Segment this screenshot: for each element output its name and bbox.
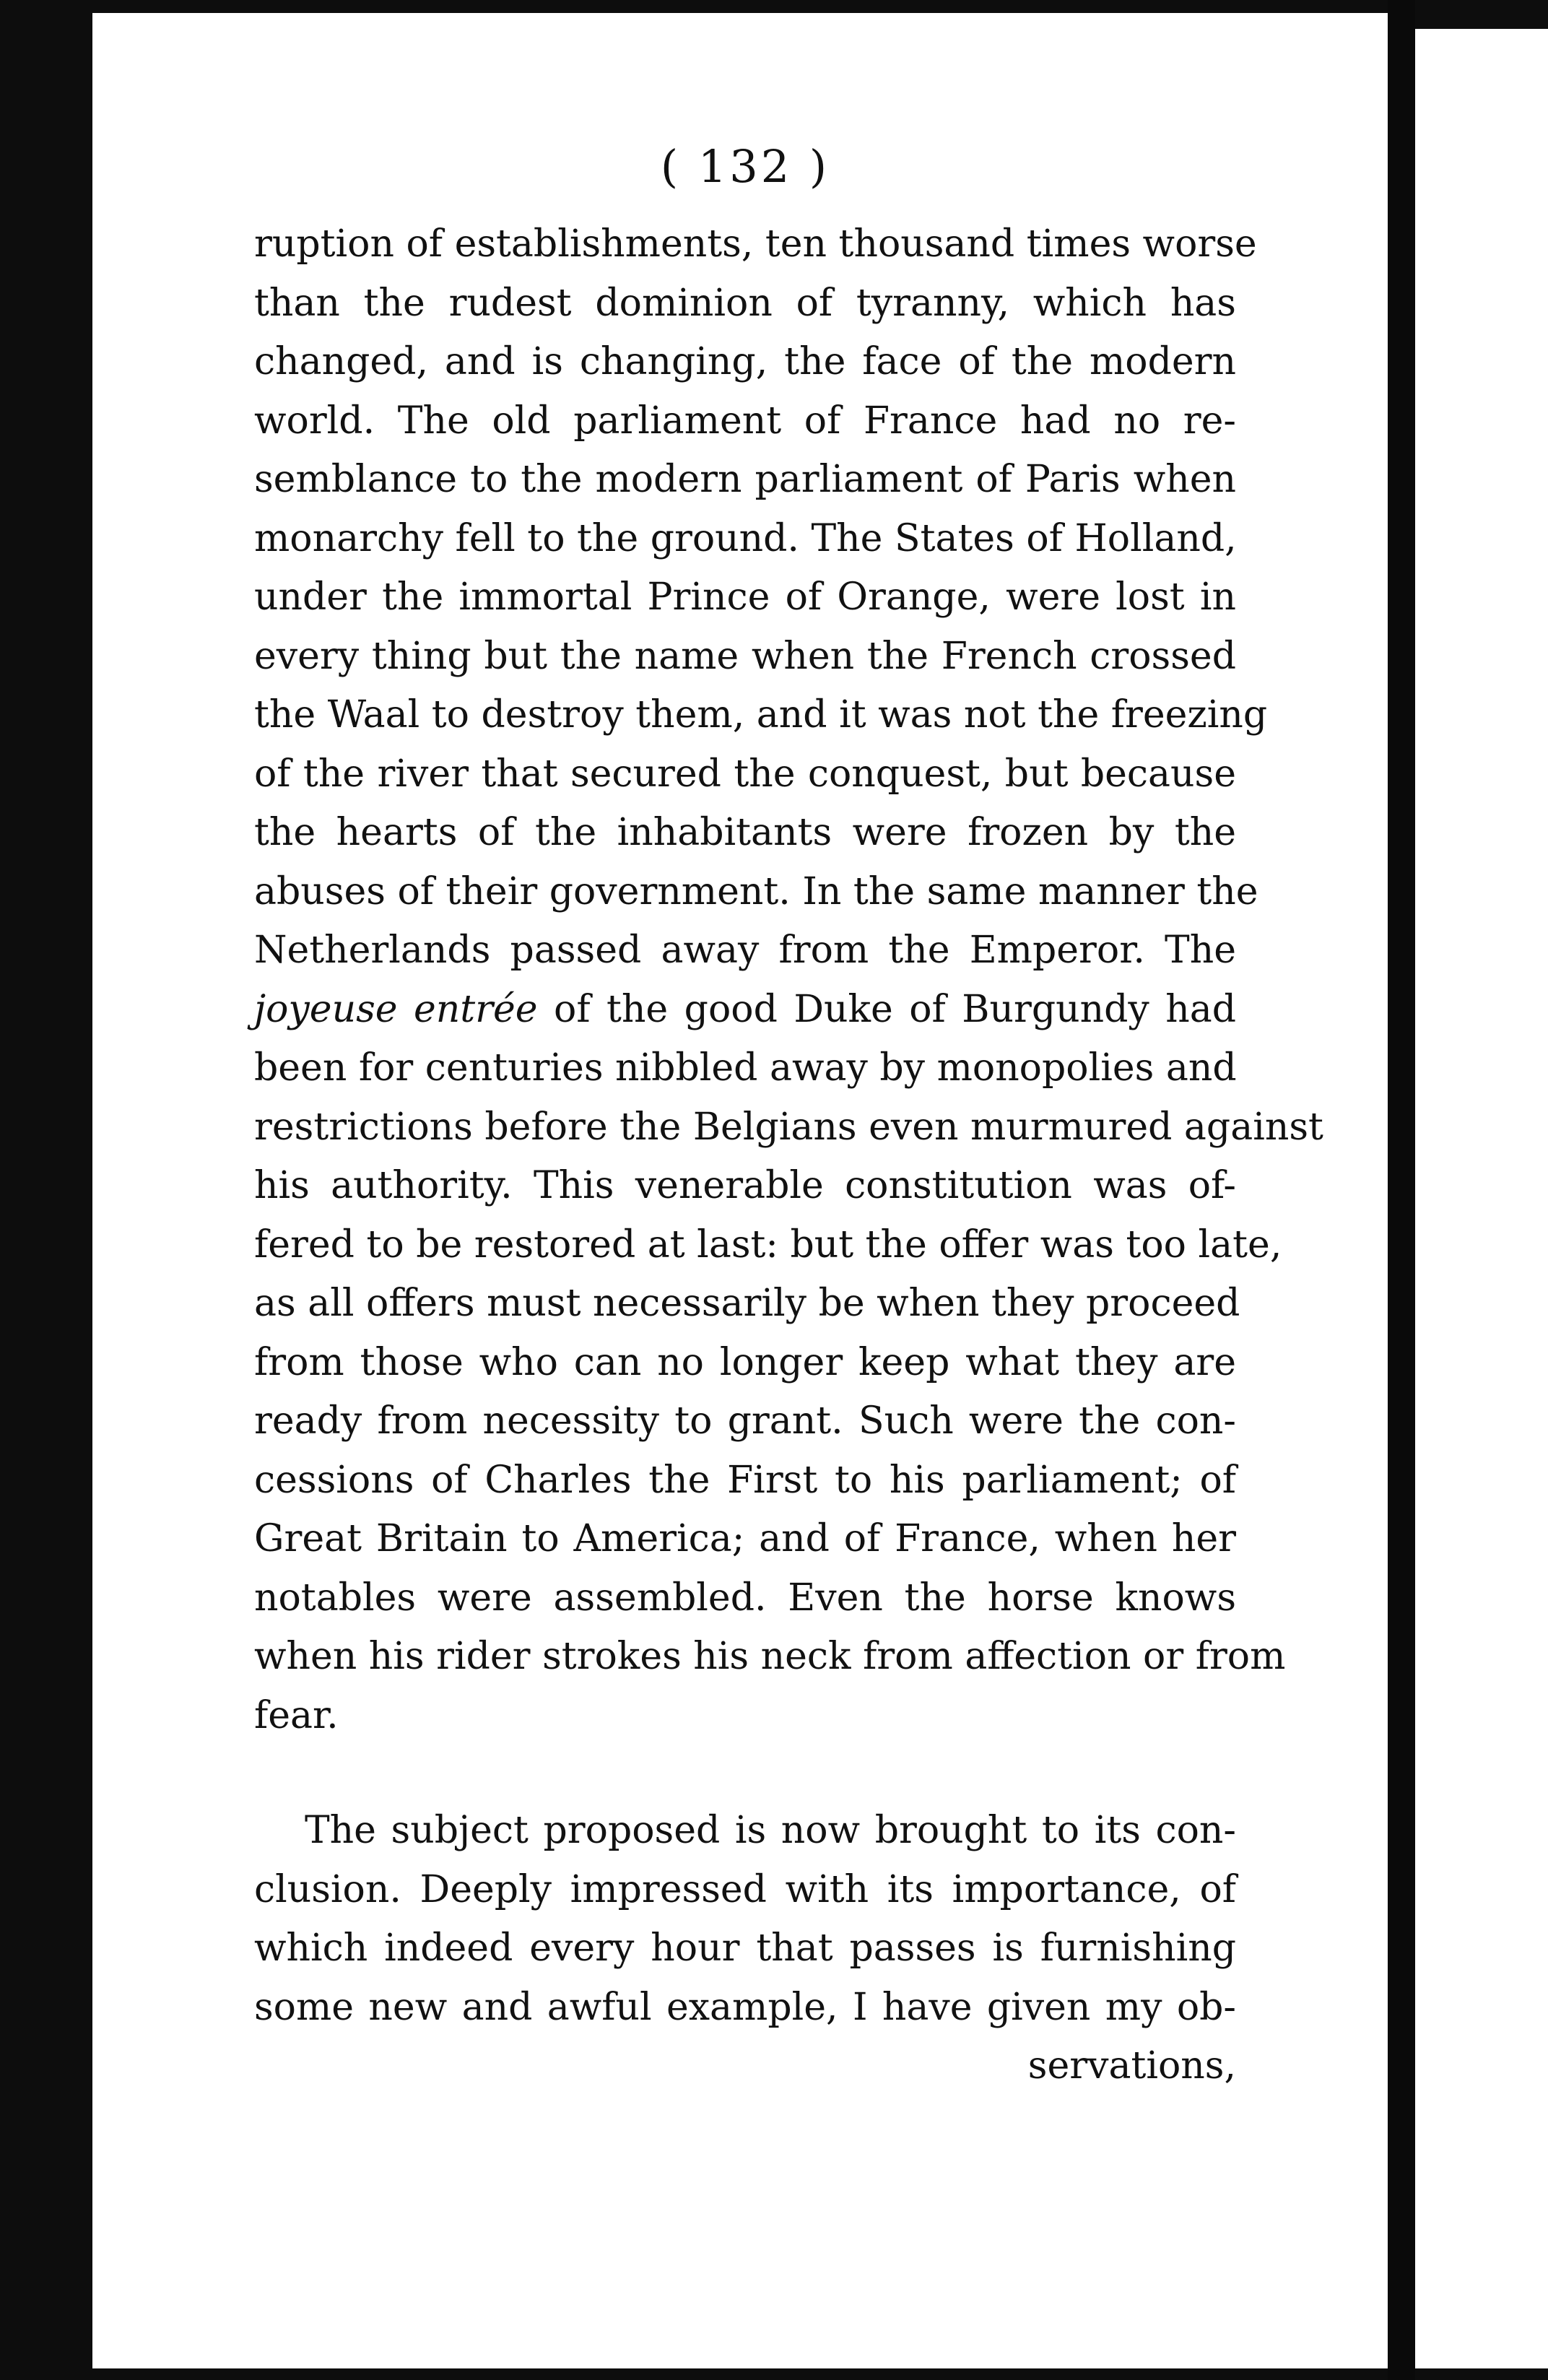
catchword: servations,: [1027, 2044, 1236, 2088]
text-line: fered to be restored at last: but the offer was too late,: [254, 1222, 1282, 1267]
text-line: when his rider strokes his neck from affection or from: [254, 1635, 1286, 1678]
italic-phrase: joyeuse entrée: [254, 987, 538, 1031]
text-line: his authority. This venerable constitution was of-: [254, 1164, 1236, 1207]
facing-page-edge: [1415, 29, 1548, 2368]
paragraph-1: [254, 215, 1323, 1745]
text-line: ready from necessity to grant. Such were the con-: [254, 1399, 1236, 1443]
text-line: which indeed every hour that passes is furnishing: [254, 1927, 1236, 1970]
text-line: ruption of establishments, ten thousand times worse: [254, 222, 1257, 266]
text-line: The subject proposed is now brought to its con-: [305, 1809, 1236, 1852]
text-line: under the immortal Prince of Orange, were lost in: [254, 576, 1236, 619]
text-line-italic-phrase: [254, 981, 1236, 1040]
book-gutter: [1388, 0, 1415, 2380]
text-line: notables were assembled. Even the horse knows: [254, 1576, 1236, 1620]
text-line: abuses of their government. In the same manner the: [254, 869, 1258, 913]
text-line: clusion. Deeply impressed with its importance, of: [254, 1867, 1236, 1911]
text-line: as all offers must necessarily be when they proceed: [254, 1282, 1240, 1325]
text-line: changed, and is changing, the face of the modern: [254, 340, 1236, 383]
paragraph-gap: [254, 1745, 1236, 1802]
text-line: monarchy fell to the ground. The States of Holland,: [254, 516, 1237, 560]
paragraph-2: [254, 1802, 1236, 2096]
text-line: of the river that secured the conquest, but because: [254, 752, 1236, 796]
text-line: world. The old parliament of France had no re-: [254, 399, 1236, 443]
line-remainder: of the good Duke of Burgundy had: [537, 987, 1236, 1031]
text-line: fear.: [254, 1693, 339, 1737]
text-line: cessions of Charles the First to his parliament; of: [254, 1458, 1236, 1502]
text-line: restrictions before the Belgians even murmured against: [254, 1105, 1323, 1149]
text-line: some new and awful example, I have given my ob-: [254, 1985, 1236, 2029]
text-line: every thing but the name when the French crossed: [254, 634, 1236, 678]
text-line: been for centuries nibbled away by monopolies and: [254, 1046, 1237, 1090]
text-line: the Waal to destroy them, and it was not the freezing: [254, 693, 1268, 737]
text-line: Netherlands passed away from the Emperor. The: [254, 929, 1236, 972]
text-line: from those who can no longer keep what they are: [254, 1340, 1236, 1384]
page-text: [254, 140, 1323, 2096]
text-line: semblance to the modern parliament of Paris when: [254, 458, 1236, 501]
page-number: ( 132 ): [660, 140, 830, 193]
text-line: than the rudest dominion of tyranny, which has: [254, 281, 1236, 325]
text-line: the hearts of the inhabitants were frozen by the: [254, 811, 1236, 854]
text-line: Great Britain to America; and of France, when her: [254, 1517, 1236, 1560]
